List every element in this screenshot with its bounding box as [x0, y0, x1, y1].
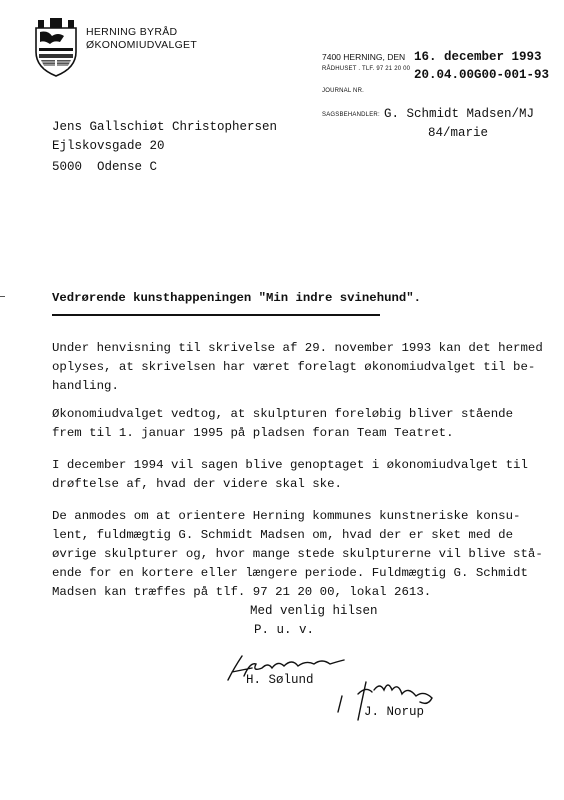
recipient-street: Ejlskovsgade 20 — [52, 139, 165, 153]
recipient-city: 5000 Odense C — [52, 160, 158, 174]
address-city-label: 7400 HERNING, DEN — [322, 52, 406, 62]
journal-label: JOURNAL NR. — [322, 88, 364, 94]
paragraph-2: Økonomiudvalget vedtog, at skulpturen foreløbig bliver stående frem til 1. januar 1995 på pladsen foran Team Teatret. — [52, 407, 514, 440]
case-officer-ref: 84/marie — [428, 126, 489, 140]
signatory-norup-name: J. Norup — [364, 705, 425, 719]
department-name: ØKONOMIUDVALGET — [86, 39, 198, 51]
subject-divider — [52, 314, 380, 316]
margin-fold-mark — [0, 296, 5, 297]
case-officer: G. Schmidt Madsen/MJ — [384, 107, 535, 121]
paragraph-4: De anmodes om at orientere Herning kommunes kunstneriske konsu- lent, fuldmægtig G. Schmidt Madsen om, hvad der er sket med de øvrige skulpturer og, hvor mange stede skulpturerne vil blive stå- ende for en kortere eller længere periode. Fuldmægtig G. Schmidt Madsen kan træffes på tlf. 97 21 20 00, lokal 2613. — [52, 509, 543, 599]
herning-crest-logo — [30, 18, 82, 78]
letter-date: 16. december 1993 — [414, 50, 542, 64]
paragraph-3: I december 1994 vil sagen blive genoptaget i økonomiudvalget til drøftelse af, hvad der videre skal ske. — [52, 458, 528, 491]
org-name: HERNING BYRÅD — [86, 26, 178, 38]
case-officer-label: SAGSBEHANDLER: — [322, 112, 380, 118]
recipient-name: Jens Gallschiøt Christophersen — [52, 120, 278, 134]
town-hall-phone: RÅDHUSET . TLF. 97 21 20 00 — [322, 66, 411, 72]
subject-line: Vedrørende kunsthappeningen "Min indre svinehund". — [52, 291, 421, 305]
signatory-solund-name: H. Sølund — [246, 673, 314, 687]
paragraph-1: Under henvisning til skrivelse af 29. november 1993 kan det hermed oplyses, at skrivelsen har været forelagt økonomiudvalget til be- handling. — [52, 341, 543, 393]
journal-number: 20.04.00G00-001-93 — [414, 68, 550, 82]
closing-greeting: Med venlig hilsen — [250, 604, 378, 618]
closing-puv: P. u. v. — [254, 623, 315, 637]
